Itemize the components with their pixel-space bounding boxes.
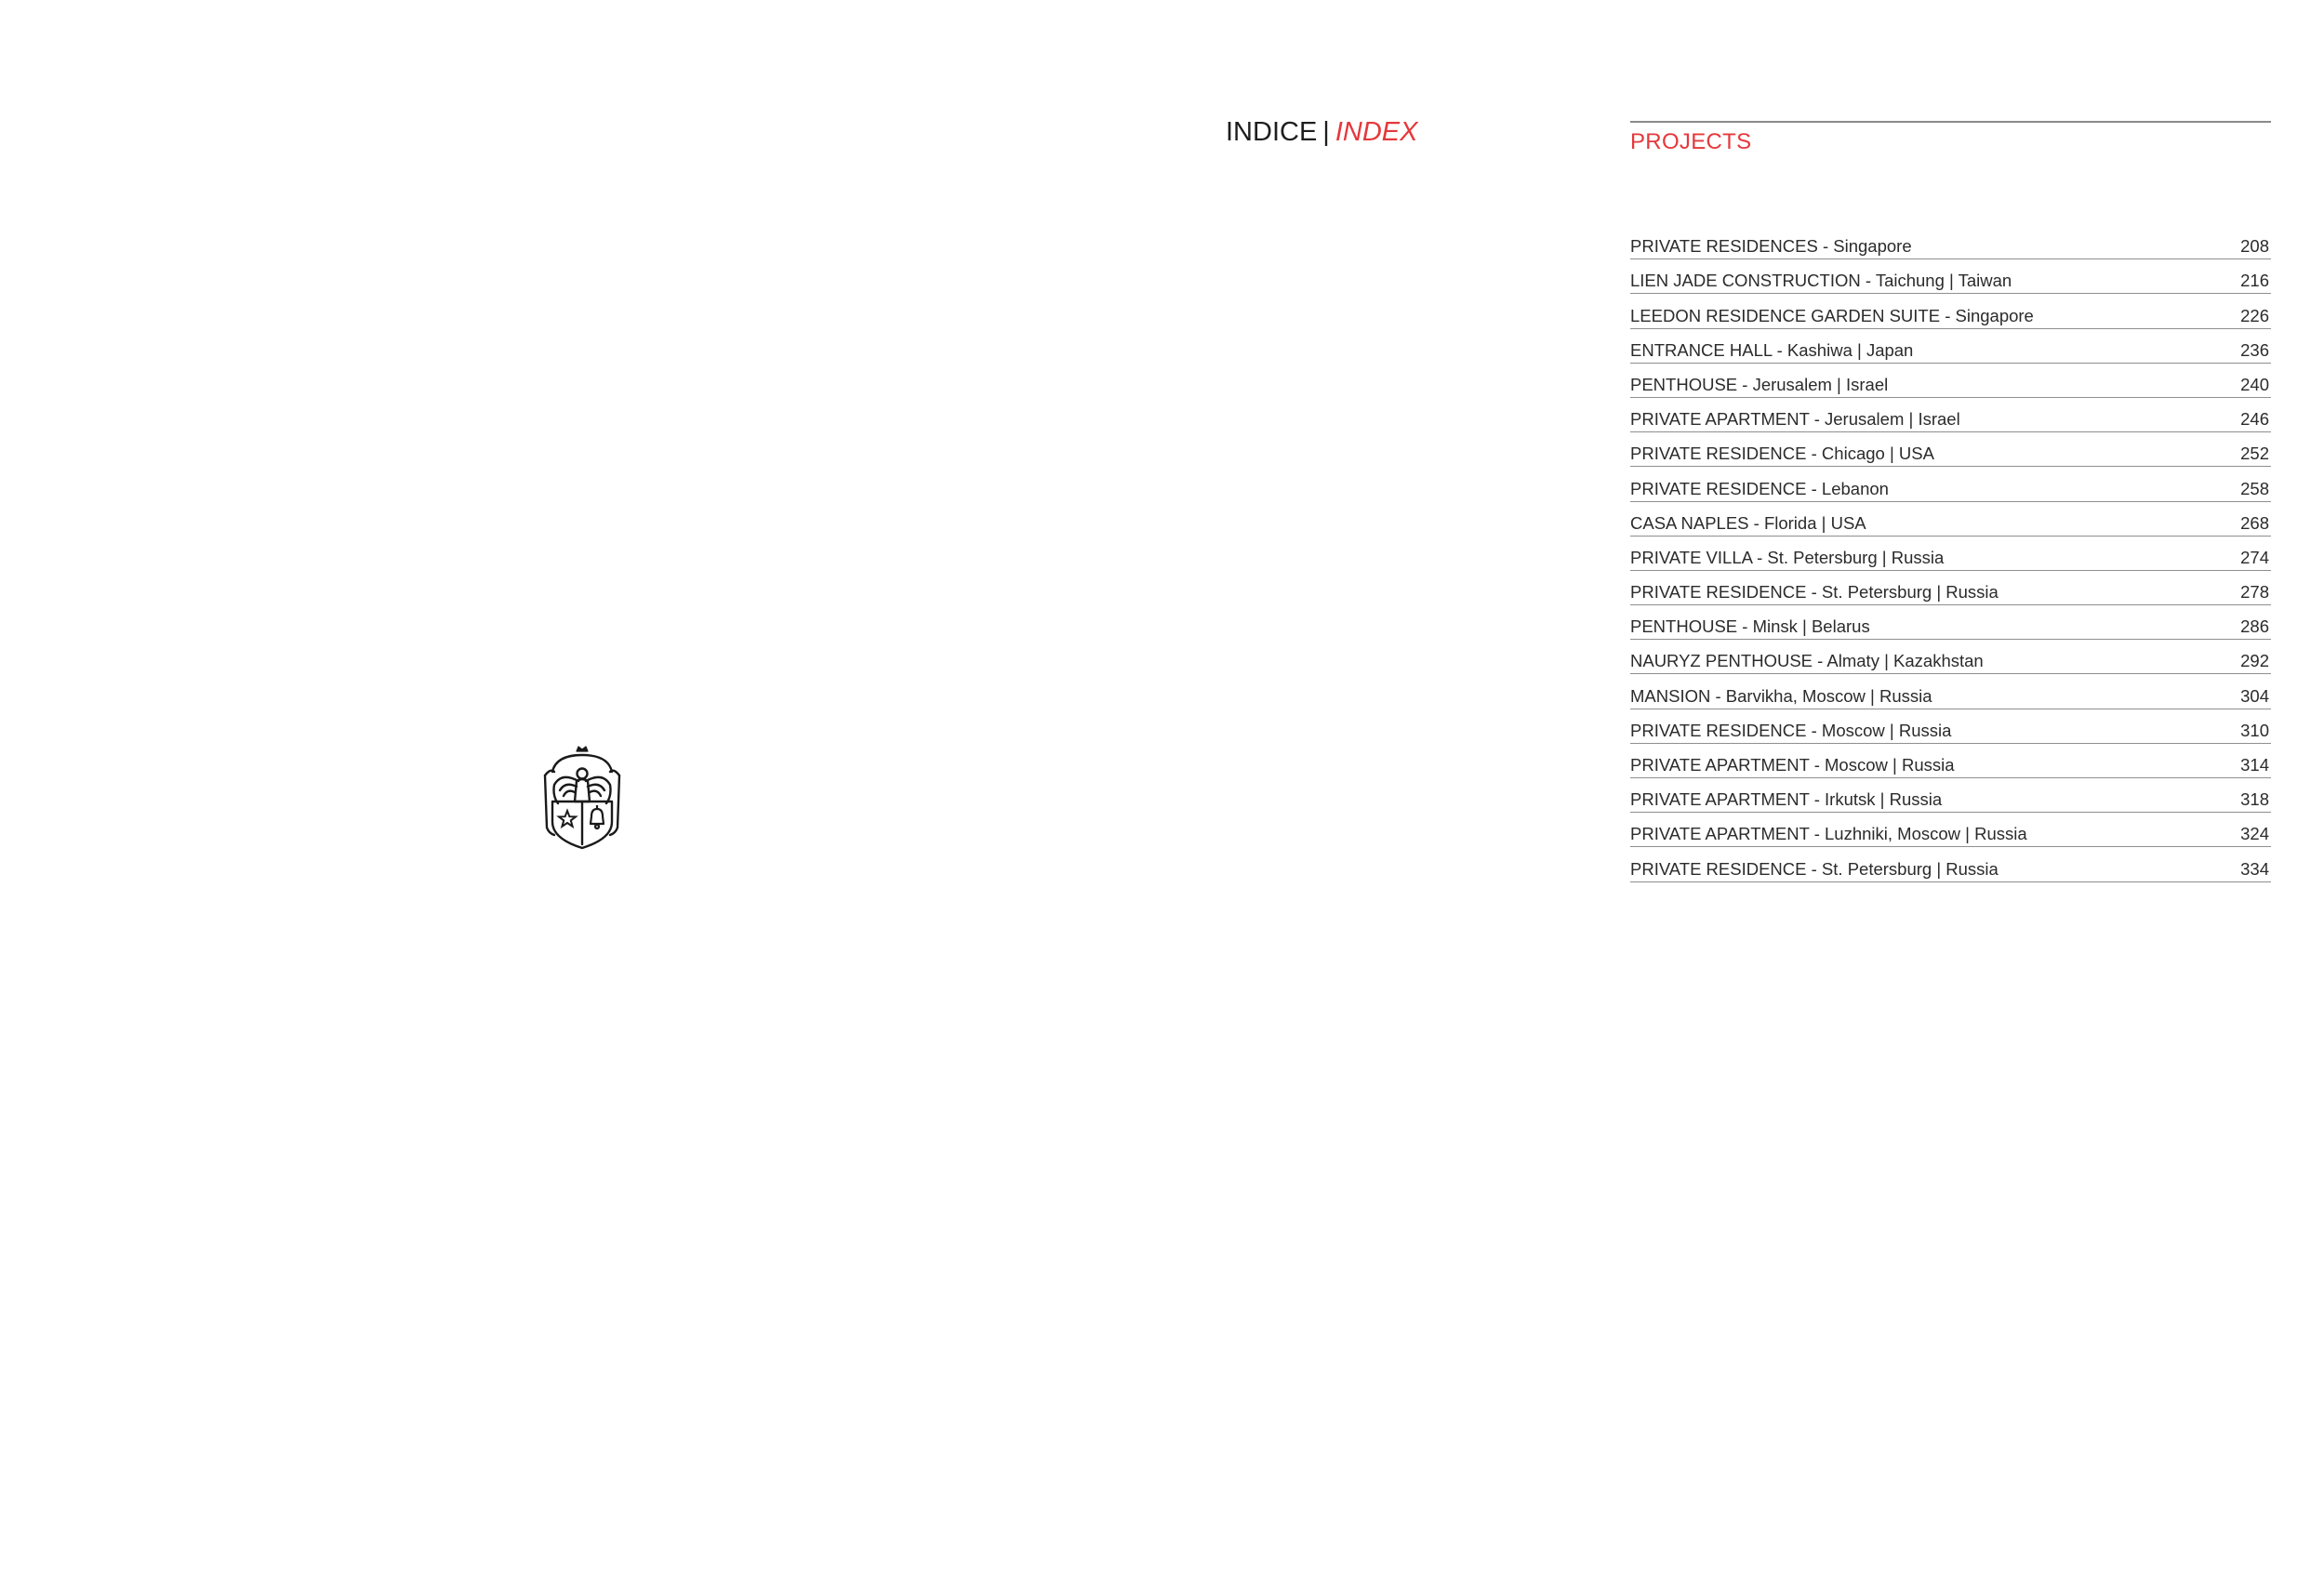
projects-index — [1630, 121, 2271, 879]
index-entry[interactable] — [1630, 813, 2271, 847]
index-entry[interactable] — [1630, 640, 2271, 674]
entry-page-number: 240 — [2240, 374, 2269, 394]
index-entry[interactable] — [1630, 502, 2271, 537]
index-entry[interactable] — [1630, 709, 2271, 744]
index-entry[interactable] — [1630, 432, 2271, 467]
entry-page-number: 258 — [2240, 478, 2269, 498]
index-entry[interactable] — [1630, 537, 2271, 571]
index-list — [1630, 225, 2271, 882]
entry-title: PRIVATE RESIDENCES - Singapore — [1630, 236, 1912, 257]
index-entry[interactable] — [1630, 259, 2271, 294]
index-entry[interactable] — [1630, 605, 2271, 640]
index-entry[interactable] — [1630, 398, 2271, 432]
entry-page-number: 252 — [2240, 444, 2269, 464]
entry-page-number: 246 — [2240, 409, 2269, 430]
entry-title: PRIVATE RESIDENCE - Chicago | USA — [1630, 444, 1934, 464]
index-entry[interactable] — [1630, 778, 2271, 813]
entry-page-number: 226 — [2240, 305, 2269, 325]
section-heading: PROJECTS — [1630, 129, 1752, 154]
entry-title: PRIVATE RESIDENCE - Moscow | Russia — [1630, 720, 1952, 740]
entry-page-number: 274 — [2240, 547, 2269, 567]
entry-title: PRIVATE RESIDENCE - St. Petersburg | Russia — [1630, 582, 1999, 603]
page-title-primary: INDICE — [1226, 117, 1318, 147]
entry-title: PRIVATE APARTMENT - Moscow | Russia — [1630, 755, 1955, 775]
page-title — [1226, 115, 1417, 149]
entry-page-number: 208 — [2240, 236, 2269, 257]
page-title-secondary: INDEX — [1335, 117, 1418, 147]
index-entry[interactable] — [1630, 225, 2271, 259]
entry-title: PRIVATE VILLA - St. Petersburg | Russia — [1630, 547, 1945, 567]
entry-title: CASA NAPLES - Florida | USA — [1630, 512, 1866, 533]
entry-title: PRIVATE APARTMENT - Jerusalem | Israel — [1630, 409, 1960, 430]
entry-title: PRIVATE APARTMENT - Irkutsk | Russia — [1630, 789, 1943, 810]
entry-title: LEEDON RESIDENCE GARDEN SUITE - Singapore — [1630, 305, 2034, 325]
entry-page-number: 278 — [2240, 582, 2269, 603]
entry-page-number: 216 — [2240, 271, 2269, 291]
entry-page-number: 286 — [2240, 616, 2269, 637]
entry-page-number: 304 — [2240, 685, 2269, 706]
entry-page-number: 318 — [2240, 789, 2269, 810]
entry-title: PRIVATE RESIDENCE - St. Petersburg | Russia — [1630, 858, 1999, 879]
entry-title: PRIVATE APARTMENT - Luzhniki, Moscow | Russia — [1630, 824, 2027, 844]
entry-page-number: 236 — [2240, 339, 2269, 360]
entry-page-number: 324 — [2240, 824, 2269, 844]
page-title-separator: | — [1322, 117, 1330, 147]
index-entry[interactable] — [1630, 294, 2271, 328]
section-divider — [1630, 121, 2271, 123]
entry-title: PENTHOUSE - Jerusalem | Israel — [1630, 374, 1889, 394]
index-entry[interactable] — [1630, 364, 2271, 398]
index-entry[interactable] — [1630, 847, 2271, 881]
index-entry[interactable] — [1630, 674, 2271, 709]
entry-title: PRIVATE RESIDENCE - Lebanon — [1630, 478, 1889, 498]
index-entry[interactable] — [1630, 467, 2271, 501]
entry-page-number: 334 — [2240, 858, 2269, 879]
index-entry[interactable] — [1630, 329, 2271, 364]
entry-page-number: 268 — [2240, 512, 2269, 533]
entry-title: NAURYZ PENTHOUSE - Almaty | Kazakhstan — [1630, 651, 1984, 671]
entry-page-number: 314 — [2240, 755, 2269, 775]
entry-page-number: 292 — [2240, 651, 2269, 671]
entry-page-number: 310 — [2240, 720, 2269, 740]
entry-title: PENTHOUSE - Minsk | Belarus — [1630, 616, 1870, 637]
entry-title: MANSION - Barvikha, Moscow | Russia — [1630, 685, 1932, 706]
entry-title: LIEN JADE CONSTRUCTION - Taichung | Taiwan — [1630, 271, 2012, 291]
entry-title: ENTRANCE HALL - Kashiwa | Japan — [1630, 339, 1914, 360]
heraldic-crest-icon — [541, 744, 623, 850]
index-entry[interactable] — [1630, 744, 2271, 778]
index-entry[interactable] — [1630, 571, 2271, 605]
